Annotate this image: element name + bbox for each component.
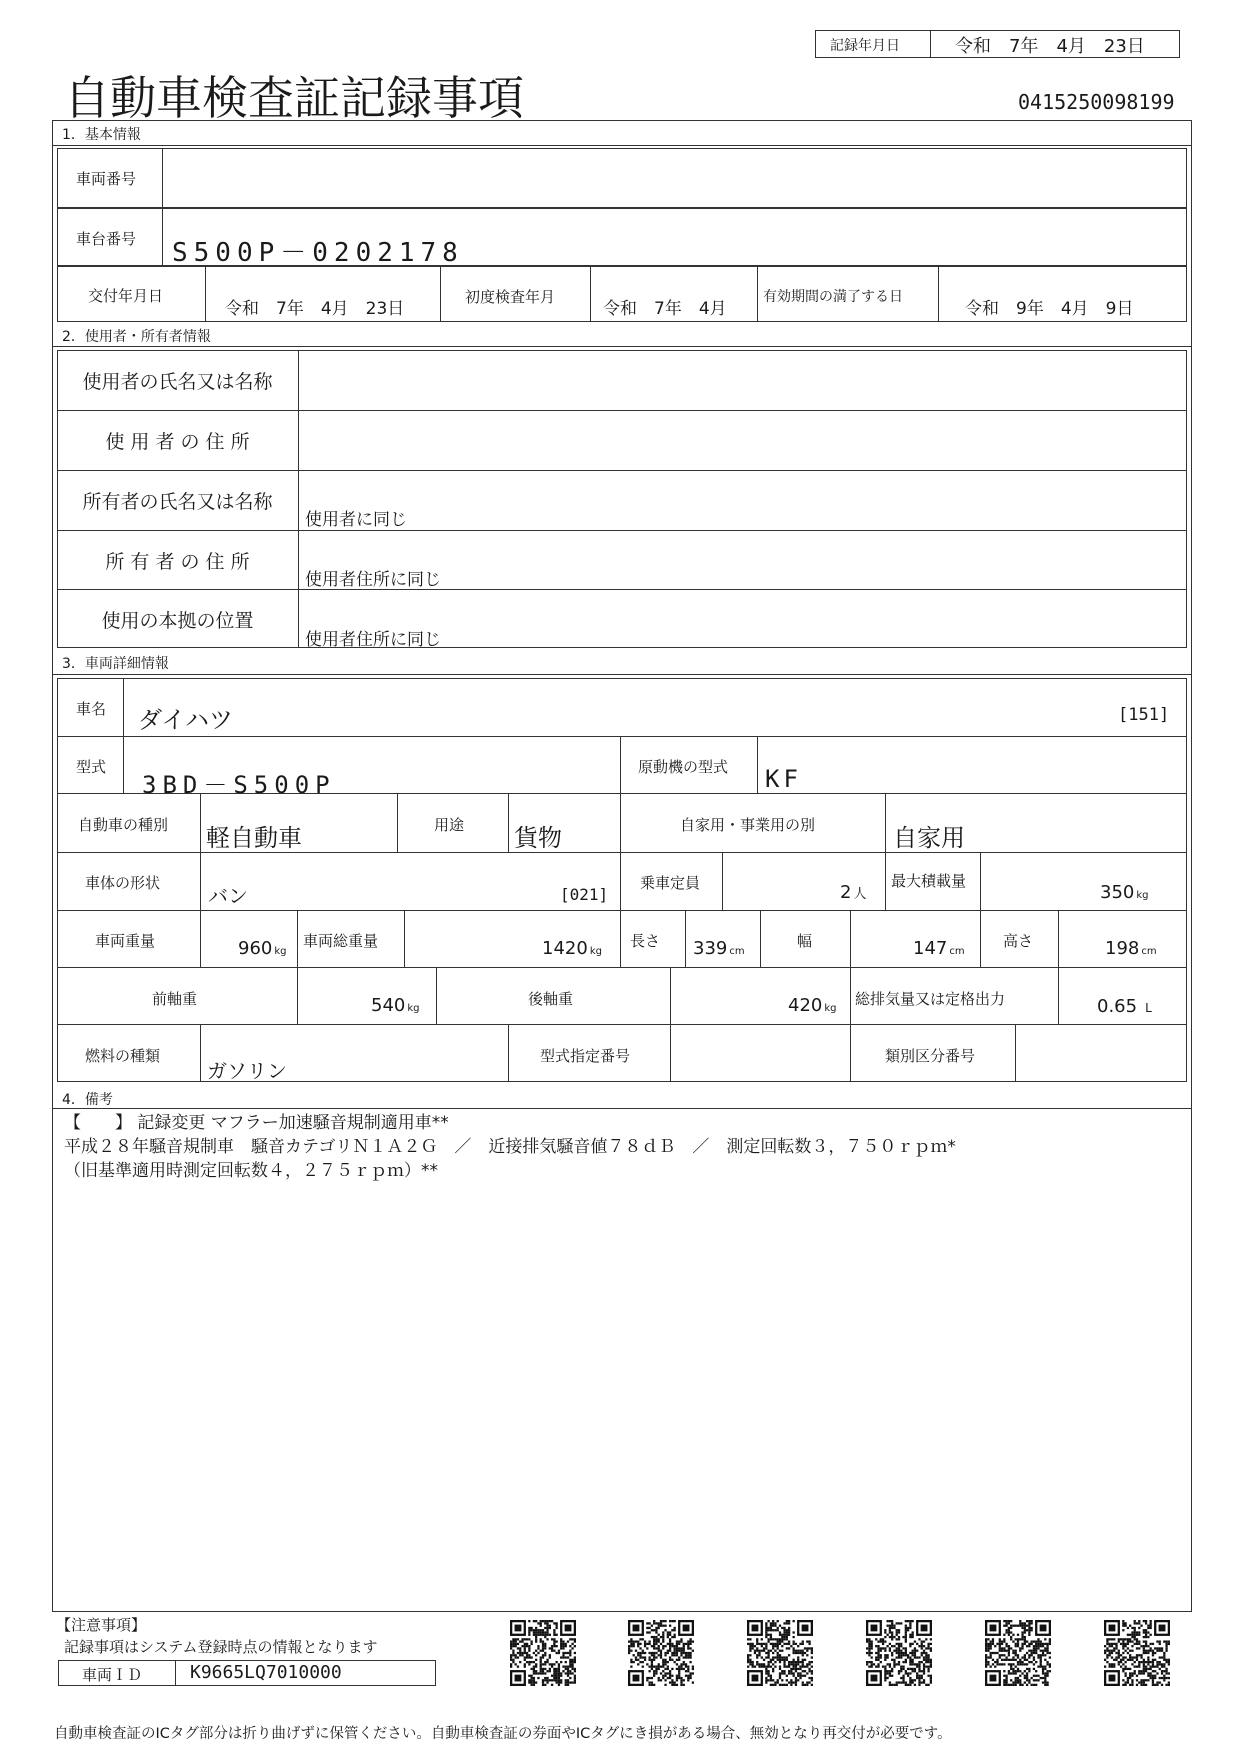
record-date-label: 記録年月日 — [830, 38, 900, 54]
owner-address-value: 使用者住所に同じ — [305, 570, 441, 590]
first-reg-label: 初度検査年月 — [465, 288, 556, 306]
width-label: 幅 — [797, 932, 813, 950]
gross-weight-value: 1420 kg — [542, 938, 602, 959]
fuel-label: 燃料の種類 — [85, 1047, 161, 1065]
qr-code-6 — [1104, 1620, 1170, 1686]
use-value: 貨物 — [514, 824, 562, 852]
issue-date-value: 令和 7年 4月 23日 — [225, 299, 405, 319]
body-code: [021] — [560, 885, 609, 904]
notice-title: 【注意事項】 — [56, 1616, 147, 1634]
height-value: 198 cm — [1105, 938, 1157, 959]
owner-name-label: 所有者の氏名又は名称 — [82, 491, 273, 513]
rear-axle-label: 後軸重 — [528, 990, 574, 1008]
private-label: 自家用・事業用の別 — [680, 816, 816, 834]
displacement-label: 総排気量又は定格出力 — [855, 990, 1006, 1008]
category-label: 自動車の種別 — [78, 816, 169, 834]
owner-name-value: 使用者に同じ — [305, 510, 407, 530]
section4-title: 4．備考 — [62, 1092, 113, 1108]
front-axle-value: 540 kg — [371, 995, 420, 1016]
maker-code: [151] — [1118, 705, 1170, 725]
qr-code-1 — [510, 1620, 576, 1686]
vehicle-id-value: K9665LQ7010000 — [190, 1662, 342, 1683]
category-value: 軽自動車 — [206, 824, 302, 852]
body-value: バン — [208, 884, 248, 908]
displacement-value: 0.65 L — [1097, 996, 1152, 1017]
engine-label: 原動機の型式 — [638, 758, 729, 776]
notice-text: 記録事項はシステム登録時点の情報となります — [64, 1638, 378, 1656]
first-reg-value: 令和 7年 4月 — [603, 299, 727, 319]
max-load-label: 最大積載量 — [891, 872, 967, 890]
user-name-label: 使用者の氏名又は名称 — [82, 371, 273, 393]
remarks-line-2: 平成２８年騒音規制車 騒音カテゴリＮ１Ａ２Ｇ ／ 近接排気騒音値７８ｄＢ ／ 測定回転数３，７５０ｒｐｍ* — [64, 1137, 956, 1157]
weight-value: 960 kg — [238, 938, 287, 959]
maker-label: 車名 — [76, 700, 107, 718]
length-label: 長さ — [630, 932, 661, 950]
base-location-label: 使用の本拠の位置 — [101, 610, 254, 632]
engine-value: KF — [765, 765, 802, 793]
section1-title: 1．基本情報 — [62, 127, 141, 143]
footer-notice: 自動車検査証のICタグ部分は折り曲げずに保管ください。自動車検査証の券面やICタグにき損がある場合、無効となり再交付が必要です。 — [54, 1726, 952, 1742]
page-title: 自動車検査証記録事項 — [64, 71, 524, 125]
chassis-value: S500P－0202178 — [172, 238, 464, 268]
chassis-label: 車台番号 — [76, 230, 137, 248]
vehicle-id-label: 車両ＩＤ — [82, 1666, 143, 1684]
max-load-value: 350 kg — [1100, 882, 1149, 903]
expiry-label: 有効期間の満了する日 — [763, 289, 903, 305]
document-number: 0415250098199 — [1018, 90, 1175, 114]
maker-value: ダイハツ — [138, 706, 234, 734]
qr-code-4 — [866, 1620, 932, 1686]
length-value: 339 cm — [693, 938, 745, 959]
model-label: 型式 — [76, 758, 107, 776]
rear-axle-value: 420 kg — [788, 995, 837, 1016]
capacity-label: 乗車定員 — [640, 874, 701, 892]
gross-weight-label: 車両総重量 — [303, 932, 379, 950]
vehicle-number-row — [57, 148, 1187, 208]
use-label: 用途 — [434, 816, 465, 834]
qr-code-5 — [985, 1620, 1051, 1686]
qr-code-2 — [628, 1620, 694, 1686]
body-label: 車体の形状 — [85, 874, 161, 892]
vehicle-number-label: 車両番号 — [76, 170, 137, 188]
class-number-label: 類別区分番号 — [885, 1047, 976, 1065]
expiry-value: 令和 9年 4月 9日 — [965, 299, 1134, 319]
weight-label: 車両重量 — [95, 932, 156, 950]
front-axle-label: 前軸重 — [152, 990, 198, 1008]
record-date-value: 令和 7年 4月 23日 — [955, 36, 1145, 57]
capacity-value: 2 人 — [840, 882, 867, 903]
model-value: 3BD－S500P — [142, 771, 336, 799]
owner-address-label: 所 有 者 の 住 所 — [105, 551, 250, 573]
height-label: 高さ — [1003, 932, 1034, 950]
user-address-label: 使 用 者 の 住 所 — [105, 431, 250, 453]
fuel-value: ガソリン — [207, 1059, 287, 1083]
remarks-line-1: 【 】 記録変更 マフラー加速騒音規制適用車** — [64, 1113, 449, 1133]
width-value: 147 cm — [913, 938, 965, 959]
issue-date-label: 交付年月日 — [88, 287, 164, 305]
qr-code-3 — [747, 1620, 813, 1686]
type-designation-label: 型式指定番号 — [540, 1047, 631, 1065]
section3-title: 3．車両詳細情報 — [62, 656, 169, 672]
section2-title: 2．使用者・所有者情報 — [62, 329, 211, 345]
remarks-line-3: （旧基準適用時測定回転数４，２７５ｒｐｍ）** — [64, 1161, 438, 1181]
private-value: 自家用 — [893, 824, 965, 852]
base-location-value: 使用者住所に同じ — [305, 630, 441, 650]
